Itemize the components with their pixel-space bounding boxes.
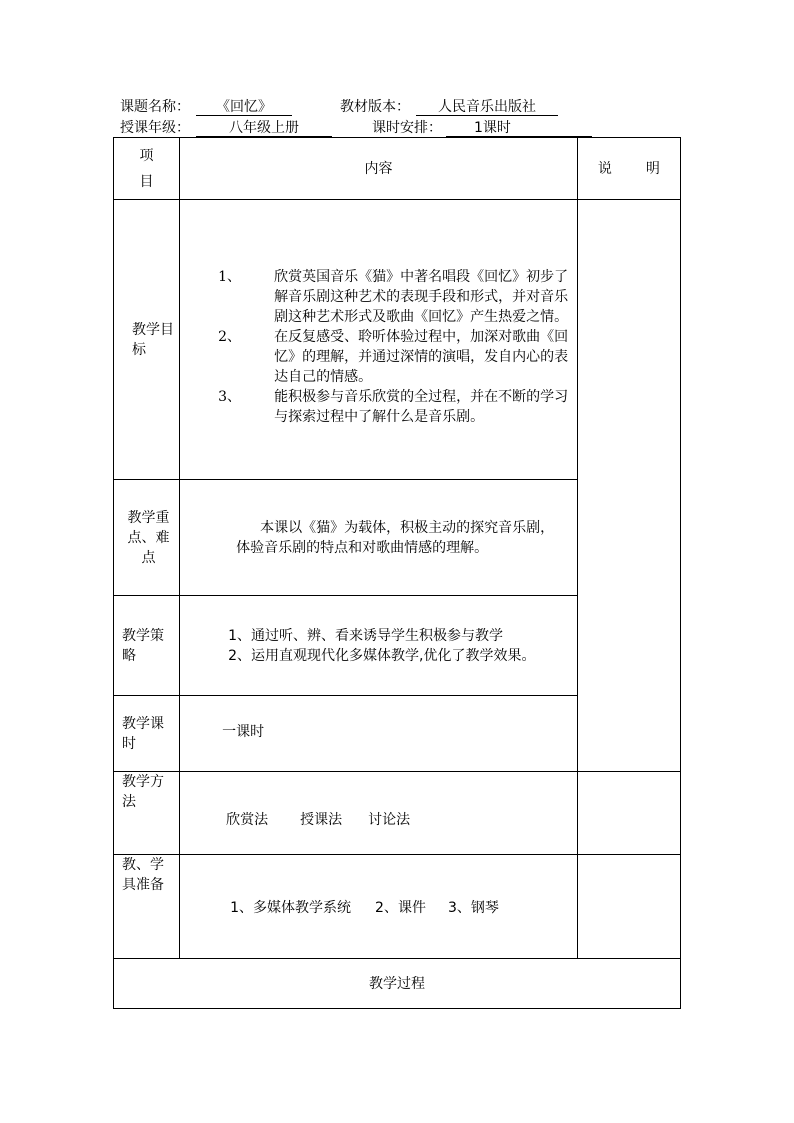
strategy-item: 2、运用直观现代化多媒体教学,优化了教学效果。 bbox=[228, 647, 536, 664]
methods-label: 教学方法 bbox=[114, 772, 180, 855]
note-header-cell bbox=[577, 138, 680, 200]
goal-text: 在反复感受、聆听体验过程中，加深对歌曲《回忆》的理解，并通过深情的演唱，发自内心的表达自己的情感。 bbox=[274, 328, 569, 385]
goals-row bbox=[114, 200, 681, 480]
tools-row bbox=[114, 855, 681, 959]
hours-value: 1课时 bbox=[446, 120, 592, 137]
process-label: 教学过程 bbox=[114, 959, 681, 1009]
tools-note bbox=[577, 855, 680, 959]
key-points-content bbox=[180, 480, 578, 596]
periods-label: 教学课时 bbox=[114, 696, 180, 772]
methods-list bbox=[180, 796, 577, 830]
note-header-b: 明 bbox=[645, 160, 660, 177]
method-item: 讨论法 bbox=[368, 812, 411, 828]
content-header-cell: 内容 bbox=[180, 138, 578, 200]
goal-number: 3、 bbox=[218, 388, 242, 405]
goal-text: 能积极参与音乐欣赏的全过程，并在不断的学习与探索过程中了解什么是音乐剧。 bbox=[274, 388, 569, 425]
goal-number: 1、 bbox=[218, 268, 242, 285]
methods-note bbox=[577, 772, 680, 855]
textbook-label: 教材版本： bbox=[340, 99, 410, 115]
hours-label: 课时安排： bbox=[372, 120, 442, 136]
tool-item: 2、课件 bbox=[375, 899, 426, 916]
methods-content bbox=[180, 772, 578, 855]
grade-label: 授课年级： bbox=[120, 120, 190, 136]
key-points-label: 教学重点、难点 bbox=[114, 480, 180, 596]
item-header-line2: 目 bbox=[139, 173, 154, 190]
header-line-1 bbox=[120, 98, 558, 116]
periods-text: 一课时 bbox=[222, 723, 265, 740]
strategy-item: 1、通过听、辨、看来诱导学生积极参与教学 bbox=[228, 627, 504, 644]
goal-number: 2、 bbox=[218, 328, 242, 345]
notes-column bbox=[577, 200, 680, 772]
goals-label: 教学目标 bbox=[114, 200, 180, 480]
process-row bbox=[114, 959, 681, 1009]
tool-item: 3、钢琴 bbox=[447, 899, 499, 916]
tool-item: 1、多媒体教学系统 bbox=[230, 899, 352, 916]
note-header-a: 说 bbox=[597, 160, 612, 177]
grade-value: 八年级上册 bbox=[196, 120, 332, 137]
header-line-2 bbox=[120, 119, 592, 137]
goal-item bbox=[180, 267, 577, 327]
lesson-plan-table bbox=[113, 137, 681, 1009]
textbook-value: 人民音乐出版社 bbox=[416, 99, 558, 116]
item-header-line1: 项 bbox=[139, 147, 154, 164]
goal-item bbox=[180, 327, 577, 387]
tools-list bbox=[180, 896, 577, 918]
strategy-content bbox=[180, 596, 578, 696]
item-header-cell bbox=[114, 138, 180, 200]
strategy-label: 教学策略 bbox=[114, 596, 180, 696]
course-name-label: 课题名称： bbox=[120, 99, 190, 115]
periods-content bbox=[180, 696, 578, 772]
method-item: 欣赏法 bbox=[226, 812, 269, 828]
course-name-value: 《回忆》 bbox=[196, 99, 292, 116]
goals-content bbox=[180, 200, 578, 480]
method-item: 授课法 bbox=[300, 812, 343, 828]
goal-text: 欣赏英国音乐《猫》中著名唱段《回忆》初步了解音乐剧这种艺术的表现手段和形式，并对音乐剧这种艺术形式及歌曲《回忆》产生热爱之情。 bbox=[274, 268, 569, 325]
methods-row bbox=[114, 772, 681, 855]
goal-item bbox=[180, 387, 577, 427]
tools-content bbox=[180, 855, 578, 959]
key-points-text: 本课以《猫》为载体，积极主动的探究音乐剧，体验音乐剧的特点和对歌曲情感的理解。 bbox=[236, 519, 555, 556]
tools-label: 教、学具准备 bbox=[114, 855, 180, 959]
table-header-row bbox=[114, 138, 681, 200]
